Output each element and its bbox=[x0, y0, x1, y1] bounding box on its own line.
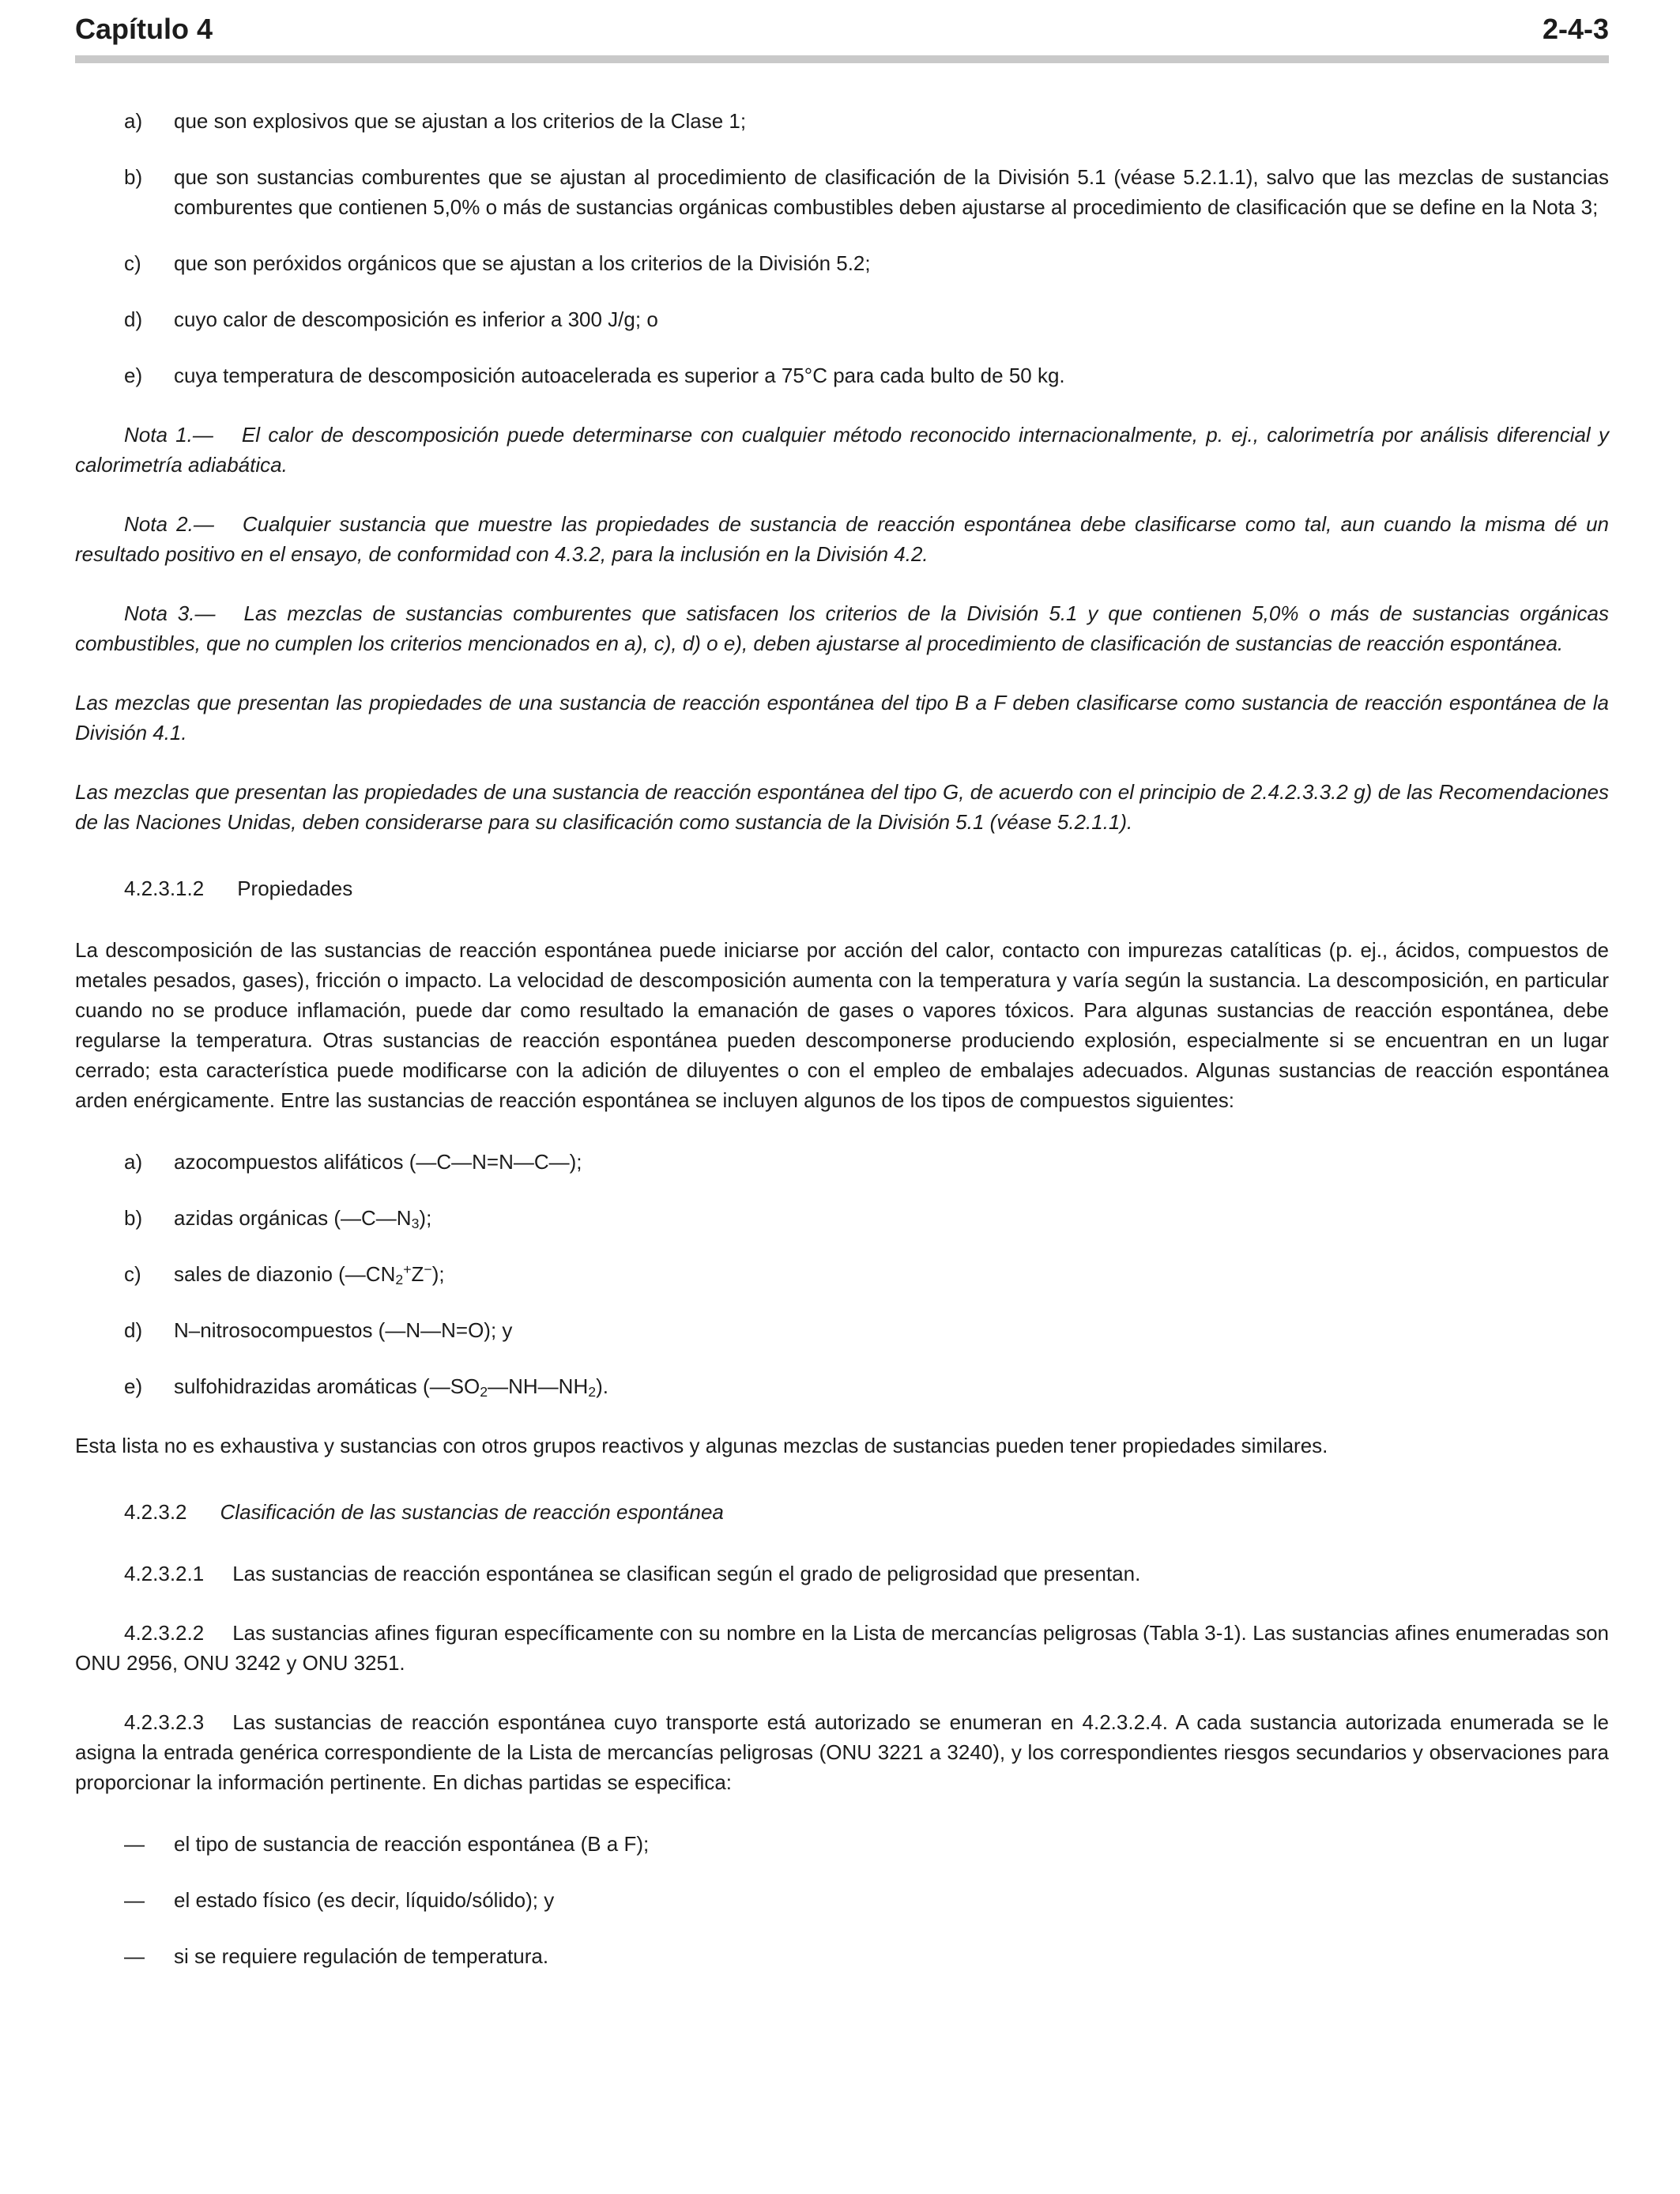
compound-list bbox=[75, 1147, 1609, 1401]
paragraph-text: Las sustancias de reacción espontánea cuyo transporte está autorizado se enumeran en 4.2.3.2.4. A cada sustancia autorizada enumerada se le asigna la entrada genérica correspondiente de la Lista de mercancías peligrosas (ONU 3221 a 3240), y los correspondientes riesgos secundarios y observaciones para proporcionar la información pertinente. En dichas partidas se especifica: bbox=[75, 1710, 1609, 1794]
section-title: Clasificación de las sustancias de reacción espontánea bbox=[220, 1500, 724, 1524]
note-paragraph bbox=[75, 598, 1609, 658]
item-label: d) bbox=[124, 1318, 143, 1342]
mixtures-paragraph-g: Las mezclas que presentan las propiedades de una sustancia de reacción espontánea del tipo G, de acuerdo con el principio de 2.4.2.3.3.2 g) de las Recomendaciones de las Naciones Unidas, deben considerarse para su clasificación como sustancia de la División 5.1 (véase 5.2.1.1). bbox=[75, 780, 1609, 834]
note-label: Nota 1.— bbox=[124, 423, 213, 447]
paragraph-text: Las sustancias de reacción espontánea se clasifican según el grado de peligrosidad que presentan. bbox=[232, 1562, 1141, 1585]
dash-bullet: — bbox=[124, 1944, 145, 1968]
item-text: sales de diazonio $(—CN_2^+Z^-)$; bbox=[174, 1261, 445, 1287]
item-text: azidas orgánicas $(—C—N_3)$; bbox=[174, 1206, 432, 1231]
list-item bbox=[124, 1829, 1609, 1859]
note-text: Cualquier sustancia que muestre las propiedades de sustancia de reacción espontánea debe clasificarse como tal, aun cuando la misma dé un resultado positivo en el ensayo, de conformidad con 4.3.2, para la inclusión en la División 4.2. bbox=[75, 512, 1610, 566]
paragraph-number: 4.2.3.2.2 bbox=[124, 1621, 205, 1645]
page-number: 2-4-3 bbox=[1542, 13, 1609, 45]
item-text: sulfohidrazidas aromáticas $(—SO_2—NH—NH_2)$. bbox=[174, 1374, 608, 1400]
criteria-list bbox=[75, 106, 1609, 390]
list-item bbox=[124, 304, 1609, 334]
mixtures-paragraph-b-f: Las mezclas que presentan las propiedades de una sustancia de reacción espontánea del tipo B a F deben clasificarse como sustancia de reacción espontánea de la División 4.1. bbox=[75, 691, 1609, 745]
list-item bbox=[124, 1315, 1609, 1345]
section-heading-properties bbox=[124, 873, 1609, 903]
item-text: N–nitrosocompuestos (—N—N=O); y bbox=[174, 1318, 513, 1342]
item-text: si se requiere regulación de temperatura. bbox=[174, 1944, 549, 1968]
note-text: El calor de descomposición puede determinarse con cualquier método reconocido internacionalmente, p. ej., calorimetría por análisis diferencial y calorimetría adiabática. bbox=[75, 423, 1610, 477]
dash-bullet: — bbox=[124, 1888, 145, 1912]
list-item bbox=[124, 1147, 1609, 1177]
page-header bbox=[75, 13, 1609, 46]
item-text: el estado físico (es decir, líquido/sólido); y bbox=[174, 1888, 555, 1912]
spec-list bbox=[75, 1829, 1609, 1971]
list-closing-paragraph: Esta lista no es exhaustiva y sustancias con otros grupos reactivos y algunas mezclas de sustancias pueden tener propiedades similares. bbox=[75, 1434, 1328, 1457]
item-text: cuya temperatura de descomposición autoacelerada es superior a 75°C para cada bulto de 50 kg. bbox=[174, 364, 1065, 387]
item-text: el tipo de sustancia de reacción espontánea (B a F); bbox=[174, 1832, 650, 1856]
item-text: cuyo calor de descomposición es inferior a 300 J/g; o bbox=[174, 307, 658, 331]
section-number: 4.2.3.1.2 bbox=[124, 876, 205, 900]
paragraph-text: Las sustancias afines figuran específicamente con su nombre en la Lista de mercancías peligrosas (Tabla 3-1). Las sustancias afines enumeradas son ONU 2956, ONU 3242 y ONU 3251. bbox=[75, 1621, 1609, 1675]
page-body bbox=[75, 106, 1609, 1971]
note-paragraph bbox=[75, 420, 1609, 480]
list-item bbox=[124, 1885, 1609, 1915]
note-paragraph bbox=[75, 509, 1609, 569]
header-rule bbox=[75, 55, 1609, 63]
item-text: que son peróxidos orgánicos que se ajustan a los criterios de la División 5.2; bbox=[174, 251, 871, 275]
properties-intro-paragraph: La descomposición de las sustancias de reacción espontánea puede iniciarse por acción del calor, contacto con impurezas catalíticas (p. ej., ácidos, compuestos de metales pesados, gases), fricción o impacto. La velocidad de descomposición aumenta con la temperatura y varía según la sustancia. La descomposición, en particular cuando no se produce inflamación, puede dar como resultado la emanación de gases o vapores tóxicos. Para algunas sustancias de reacción espontánea, debe regularse la temperatura. Otras sustancias de reacción espontánea pueden descomponerse produciendo explosión, especialmente si se encuentran en un lugar cerrado; esta característica puede modificarse con la adición de diluyentes o con el empleo de embalajes adecuados. Algunas sustancias de reacción espontánea arden enérgicamente. Entre las sustancias de reacción espontánea se incluyen algunos de los tipos de compuestos siguientes: bbox=[75, 938, 1609, 1112]
note-text: Las mezclas de sustancias comburentes que satisfacen los criterios de la División 5.1 y que contienen 5,0% o más de sustancias orgánicas combustibles, que no cumplen los criterios mencionados en a), c), d) o e), deben ajustarse al procedimiento de clasificación de sustancias de reacción espontánea. bbox=[75, 601, 1609, 655]
list-item bbox=[124, 1203, 1609, 1233]
note-label: Nota 3.— bbox=[124, 601, 216, 625]
item-label: d) bbox=[124, 307, 143, 331]
section-heading-classification bbox=[124, 1497, 1609, 1527]
list-item bbox=[124, 1941, 1609, 1971]
numbered-paragraph bbox=[75, 1559, 1609, 1589]
item-label: b) bbox=[124, 165, 143, 189]
section-number: 4.2.3.2 bbox=[124, 1500, 187, 1524]
item-label: e) bbox=[124, 1374, 143, 1398]
numbered-paragraph bbox=[75, 1618, 1609, 1678]
item-label: a) bbox=[124, 109, 143, 133]
note-label: Nota 2.— bbox=[124, 512, 214, 536]
list-item bbox=[124, 106, 1609, 136]
item-label: c) bbox=[124, 1262, 141, 1286]
list-item bbox=[124, 1259, 1609, 1289]
item-text: que son sustancias comburentes que se ajustan al procedimiento de clasificación de la División 5.1 (véase 5.2.1.1), salvo que las mezclas de sustancias comburentes que contienen 5,0% o más de sustancias orgánicas combustibles deben ajustarse al procedimiento de clasificación que se define en la Nota 3; bbox=[174, 165, 1609, 219]
item-text: azocompuestos alifáticos (—C—N=N—C—); bbox=[174, 1150, 582, 1174]
item-label: a) bbox=[124, 1150, 143, 1174]
list-item bbox=[124, 1371, 1609, 1401]
chapter-title: Capítulo 4 bbox=[75, 13, 213, 45]
list-item bbox=[124, 248, 1609, 278]
list-item bbox=[124, 162, 1609, 222]
list-item bbox=[124, 360, 1609, 390]
numbered-paragraph bbox=[75, 1707, 1609, 1797]
dash-bullet: — bbox=[124, 1832, 145, 1856]
section-title: Propiedades bbox=[237, 876, 353, 900]
paragraph-number: 4.2.3.2.1 bbox=[124, 1562, 205, 1585]
item-label: e) bbox=[124, 364, 143, 387]
item-label: b) bbox=[124, 1206, 143, 1230]
item-text: que son explosivos que se ajustan a los criterios de la Clase 1; bbox=[174, 109, 747, 133]
item-label: c) bbox=[124, 251, 141, 275]
paragraph-number: 4.2.3.2.3 bbox=[124, 1710, 205, 1734]
